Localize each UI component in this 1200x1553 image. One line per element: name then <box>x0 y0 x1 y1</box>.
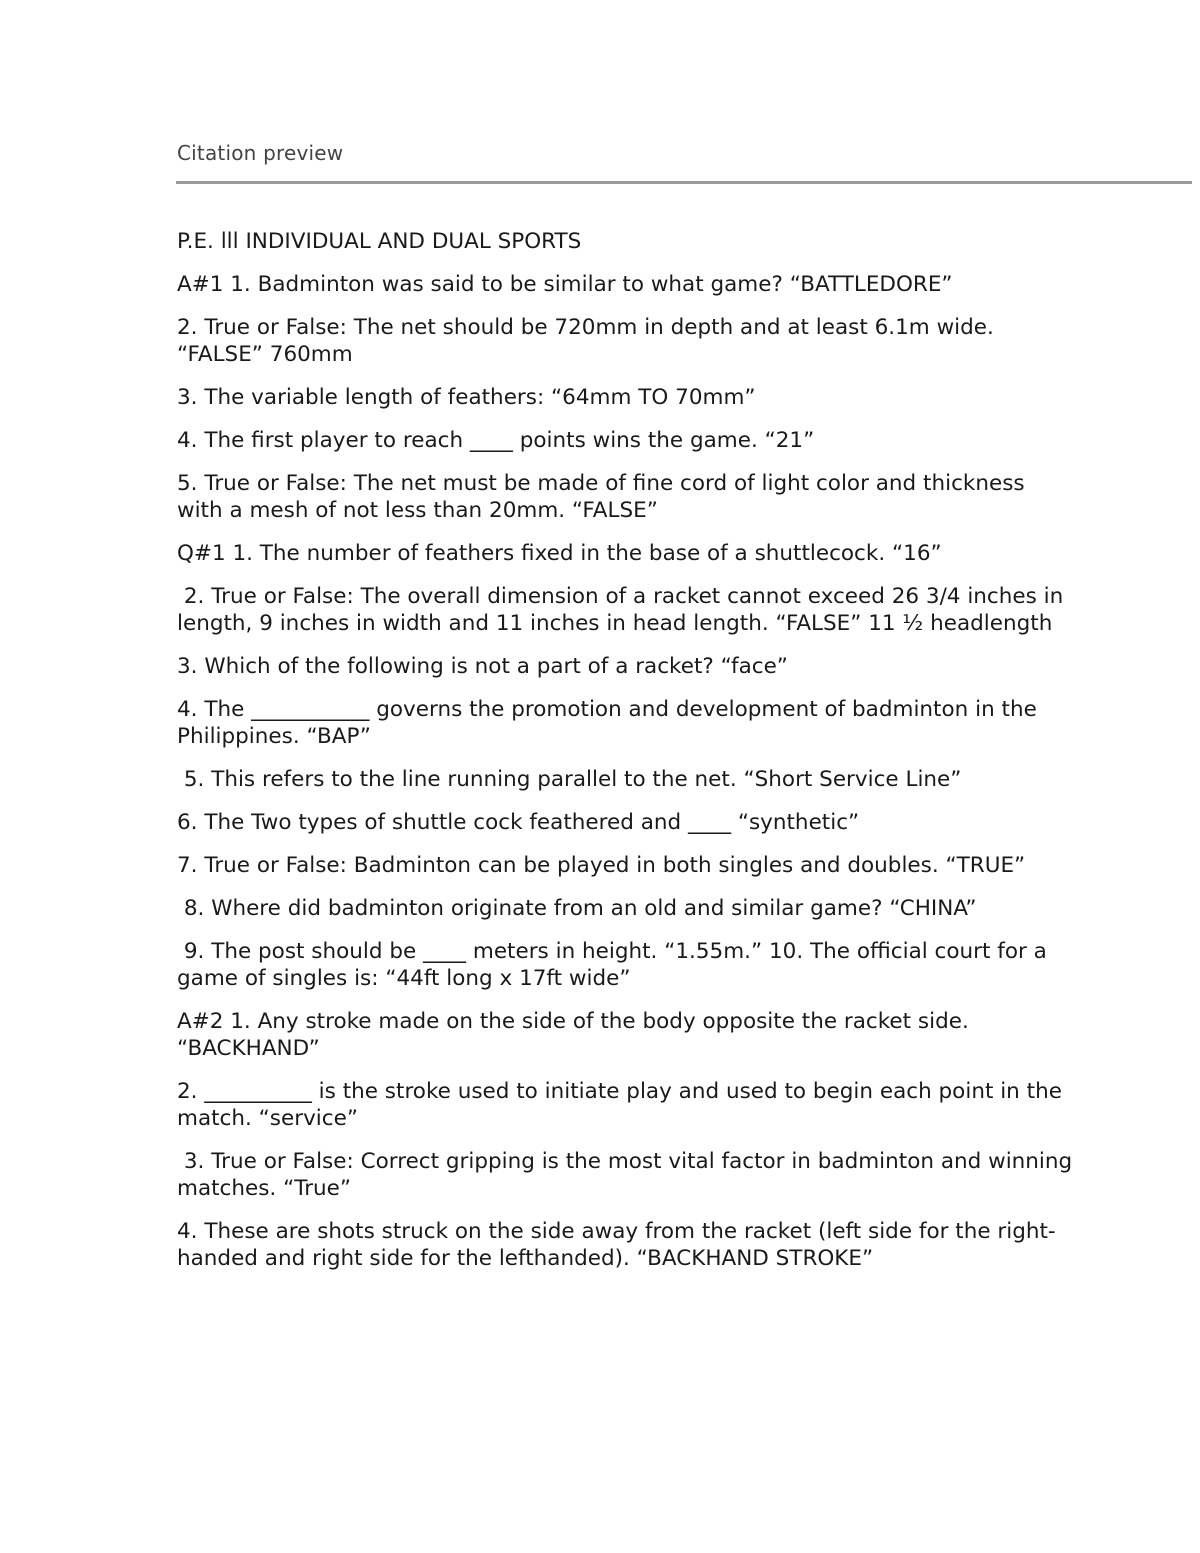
document-line: 3. True or False: Correct gripping is the most vital factor in badminton and winning matches. “True” <box>177 1149 1080 1201</box>
document-line: 2. __________ is the stroke used to initiate play and used to begin each point in the match. “service” <box>177 1079 1069 1131</box>
document-line: 9. The post should be ____ meters in height. “1.55m.” 10. The official court for a game of singles is: “44ft long x 17ft wide” <box>177 939 1054 991</box>
document-line: 4. The first player to reach ____ points wins the game. “21” <box>177 428 815 453</box>
document-line: A#1 1. Badminton was said to be similar to what game? “BATTLEDORE” <box>177 272 953 297</box>
document-body <box>177 228 1080 1288</box>
document-line: 7. True or False: Badminton can be played in both singles and doubles. “TRUE” <box>177 853 1026 878</box>
document-line: 3. Which of the following is not a part of a racket? “face” <box>177 654 788 679</box>
document-line: 5. This refers to the line running parallel to the net. “Short Service Line” <box>177 767 962 792</box>
document-title: P.E. lll INDIVIDUAL AND DUAL SPORTS <box>177 229 582 254</box>
document-line: A#2 1. Any stroke made on the side of the body opposite the racket side. “BACKHAND” <box>177 1009 976 1061</box>
document-line: 4. The ___________ governs the promotion and development of badminton in the Philippines. “BAP” <box>177 697 1044 749</box>
document-line: 3. The variable length of feathers: “64mm TO 70mm” <box>177 385 756 410</box>
document-line: Q#1 1. The number of feathers fixed in the base of a shuttlecock. “16” <box>177 541 942 566</box>
document-line: 5. True or False: The net must be made of fine cord of light color and thickness with a mesh of not less than 20mm. “FALSE” <box>177 471 1032 523</box>
document-line: 4. These are shots struck on the side away from the racket (left side for the right-handed and right side for the lefthanded). “BACKHAND STROKE” <box>177 1219 1056 1271</box>
document-line: 6. The Two types of shuttle cock feathered and ____ “synthetic” <box>177 810 860 835</box>
citation-preview-label: Citation preview <box>177 141 344 165</box>
document-line: 2. True or False: The net should be 720mm in depth and at least 6.1m wide. “FALSE” 760mm <box>177 315 1001 367</box>
document-line: 8. Where did badminton originate from an old and similar game? “CHINA” <box>177 896 977 921</box>
document-line: 2. True or False: The overall dimension of a racket cannot exceed 26 3/4 inches in length, 9 inches in width and 11 inches in head length. “FALSE” 11 ½ headlength <box>177 584 1071 636</box>
header-divider <box>176 181 1192 184</box>
